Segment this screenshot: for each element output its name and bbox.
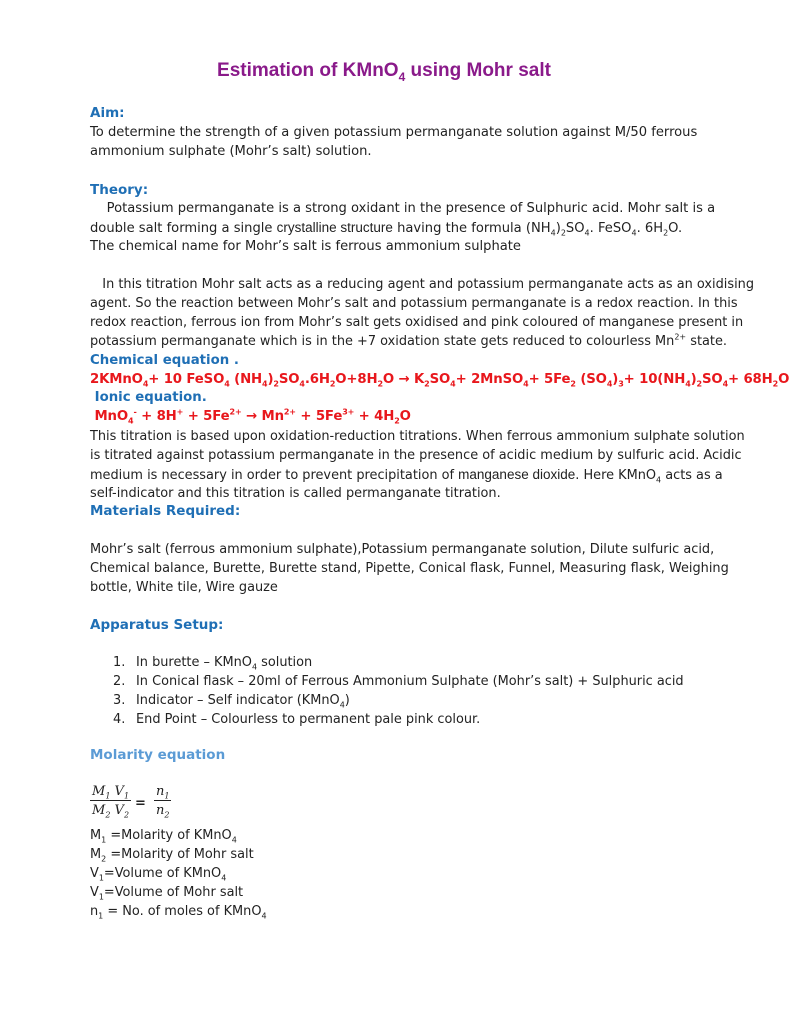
- theory-p2-line-3: redox reaction, ferrous ion from Mohr’s salt gets oxidised and pink coloured of manganese present in: [90, 315, 744, 330]
- ionic-sup: +: [176, 407, 184, 417]
- chemical-equation-heading: Chemical equation .: [90, 353, 239, 368]
- list-number: 3.: [113, 693, 126, 708]
- eq-sub: 2: [570, 379, 576, 389]
- subscript: 1: [98, 911, 104, 921]
- subscript: 4: [550, 228, 556, 238]
- ionic-sup: -: [133, 407, 137, 417]
- list-text: End Point – Colourless to permanent pale pink colour.: [136, 712, 481, 727]
- eq-sub: 4: [606, 379, 613, 389]
- definition-n1: [90, 902, 730, 921]
- eq-part: ): [612, 372, 619, 387]
- ionic-sup: 2+: [283, 407, 296, 417]
- ionic-sup: 3+: [342, 407, 355, 417]
- list-item: [90, 672, 730, 691]
- page-title: [0, 60, 768, 82]
- definition-v1: [90, 864, 730, 883]
- para3-line-2: is titrated against potassium permanganate in the presence of acidic medium by sulfuric acid. Acidic: [90, 448, 742, 463]
- list-number: 4.: [113, 712, 126, 727]
- ionic-equation-heading: Ionic equation.: [90, 390, 207, 405]
- eq-part: + 10 FeSO: [148, 372, 225, 387]
- symbol: V: [90, 866, 99, 881]
- eq-sub: 2: [696, 379, 702, 389]
- list-text: solution: [257, 655, 313, 670]
- definition-text: =Volume of KMnO: [103, 866, 222, 881]
- eq-sub: 3: [618, 379, 624, 389]
- subscript: 4: [251, 662, 258, 672]
- ionic-part: MnO: [90, 409, 129, 424]
- aim-heading: Aim:: [90, 105, 125, 121]
- subscript: 4: [656, 475, 662, 485]
- symbol: n: [90, 904, 99, 919]
- superscript: 2+: [674, 332, 687, 342]
- text: . Here KMnO: [575, 468, 657, 483]
- subscript: 4: [261, 911, 267, 921]
- title-rest: using Mohr salt: [405, 60, 551, 81]
- theory-p1-line-1: Potassium permanganate is a strong oxidant in the presence of Sulphuric acid. Mohr salt is a: [90, 201, 716, 216]
- symbol: V: [110, 803, 124, 818]
- subscript: 4: [339, 700, 345, 710]
- eq-part: SO: [701, 372, 723, 387]
- materials-line-1: Mohr’s salt (ferrous ammonium sulphate),Potassium permanganate solution, Dilute sulfuric acid,: [90, 542, 715, 557]
- eq-part: .6H: [304, 372, 330, 387]
- eq-part: SO: [429, 372, 451, 387]
- symbol: n: [156, 803, 165, 818]
- subscript: 4: [584, 228, 590, 238]
- eq-part: O: [778, 372, 789, 387]
- ionic-equation: [90, 407, 730, 426]
- eq-sub: 2: [424, 379, 430, 389]
- text: . 6H: [636, 221, 664, 236]
- molarity-formula: [90, 784, 210, 824]
- list-item: [90, 691, 730, 710]
- ionic-sub: 2: [394, 416, 400, 426]
- ionic-sup: 2+: [229, 407, 242, 417]
- fraction-m-v: [90, 784, 131, 818]
- subscript: 1: [105, 791, 111, 801]
- definition-v1-mohr: [90, 883, 730, 902]
- subscript: 2: [663, 228, 669, 238]
- apparatus-heading: Apparatus Setup:: [90, 617, 224, 633]
- text: double salt forming a single: [90, 221, 277, 236]
- eq-sub: 2: [377, 379, 383, 389]
- subscript: 1: [98, 892, 104, 902]
- eq-part: + 2MnSO: [455, 372, 524, 387]
- subscript: 4: [231, 835, 237, 845]
- equals-sign: =: [135, 796, 146, 811]
- list-text: Indicator – Self indicator (KMnO: [136, 693, 340, 708]
- ionic-part: + 5Fe: [183, 409, 230, 424]
- aim-line-2: ammonium sulphate (Mohr’s salt) solution.: [90, 144, 372, 159]
- subscript: 1: [123, 791, 130, 801]
- eq-sub: 2: [329, 379, 336, 389]
- fraction-numerator: [90, 784, 131, 801]
- symbol: M: [90, 847, 102, 862]
- subscript: 2: [123, 810, 130, 820]
- theory-p1-line-2: [90, 218, 730, 238]
- eq-part: O: [382, 372, 399, 387]
- list-item: [90, 653, 730, 672]
- theory-p1-line-3: The chemical name for Mohr’s salt is ferrous ammonium sulphate: [90, 239, 521, 254]
- fraction-denominator: [154, 801, 171, 818]
- text: acts as a: [661, 468, 723, 483]
- text: medium is necessary in order to prevent precipitation of: [90, 468, 459, 483]
- symbol: M: [92, 803, 106, 818]
- eq-sub: 2: [273, 379, 279, 389]
- list-text: In burette – KMnO: [136, 655, 252, 670]
- eq-sub: 4: [299, 379, 305, 389]
- list-text: ): [344, 693, 350, 708]
- materials-line-3: bottle, White tile, Wire gauze: [90, 580, 278, 595]
- eq-part: + 10(NH: [623, 372, 686, 387]
- eq-part: ): [690, 372, 697, 387]
- subscript: 1: [98, 873, 104, 883]
- subscript: 2: [164, 810, 170, 820]
- eq-part: + 5Fe: [528, 372, 571, 387]
- eq-part: O+8H: [335, 372, 378, 387]
- text: O.: [668, 221, 683, 236]
- eq-sub: 4: [224, 379, 230, 389]
- theory-p2-line-2: agent. So the reaction between Mohr’s salt and potassium permanganate is a redox reaction. In this: [90, 296, 738, 311]
- theory-heading: Theory:: [90, 182, 149, 198]
- subscript: 2: [101, 854, 107, 864]
- para3-line-3: [90, 465, 730, 485]
- para3-line-4: self-indicator and this titration is called permanganate titration.: [90, 486, 501, 501]
- eq-sub: 4: [142, 379, 149, 389]
- eq-part: (SO: [575, 372, 607, 387]
- fraction-n: [154, 784, 171, 818]
- symbol: V: [110, 784, 124, 799]
- fraction-denominator: [90, 801, 131, 818]
- eq-part: + 68H: [727, 372, 773, 387]
- text: SO: [565, 221, 585, 236]
- title-main: Estimation of KMnO: [217, 60, 399, 81]
- subscript: 4: [631, 228, 637, 238]
- apparatus-list: [90, 653, 730, 729]
- eq-sub: 4: [262, 379, 268, 389]
- eq-sub: 4: [523, 379, 529, 389]
- symbol: V: [90, 885, 99, 900]
- theory-p2-line-1: In this titration Mohr salt acts as a reducing agent and potassium permanganate acts as an oxidising: [90, 277, 755, 292]
- theory-p2-line-4: [90, 332, 730, 351]
- subscript: 2: [560, 228, 566, 238]
- subscript: 2: [105, 810, 111, 820]
- para3-line-1: This titration is based upon oxidation-reduction titrations. When ferrous ammonium sulphate solution: [90, 429, 745, 444]
- text: state.: [686, 334, 727, 349]
- eq-sub: 4: [685, 379, 691, 389]
- subscript: 4: [221, 873, 227, 883]
- definition-text: =Volume of Mohr salt: [103, 885, 244, 900]
- subscript: 1: [164, 791, 170, 801]
- text: ): [555, 221, 561, 236]
- materials-line-2: Chemical balance, Burette, Burette stand, Pipette, Conical flask, Funnel, Measuring flask, Weighing: [90, 561, 729, 576]
- subscript: 1: [101, 835, 107, 845]
- ionic-part: + 5Fe: [295, 409, 343, 424]
- chemical-equation: [90, 370, 789, 389]
- ionic-part: O: [399, 409, 411, 424]
- definition-m2: [90, 845, 730, 864]
- materials-heading: Materials Required:: [90, 503, 241, 519]
- fraction-numerator: [154, 784, 171, 801]
- ionic-part: + 8H: [136, 409, 177, 424]
- title-sub: 4: [398, 69, 406, 84]
- eq-part: ): [267, 372, 274, 387]
- aim-line-1: To determine the strength of a given potassium permanganate solution against M/50 ferrous: [90, 125, 698, 140]
- symbol: M: [92, 784, 106, 799]
- symbol: M: [90, 828, 102, 843]
- crystalline-structure-text: crystalline structure: [276, 220, 393, 235]
- symbol: n: [156, 784, 165, 799]
- eq-part: → K: [398, 372, 425, 387]
- text: . FeSO: [589, 221, 632, 236]
- eq-part: (NH: [229, 372, 263, 387]
- eq-sub: 4: [450, 379, 456, 389]
- molarity-heading: Molarity equation: [90, 747, 226, 763]
- list-item: [90, 710, 730, 729]
- ionic-part: + 4H: [354, 409, 395, 424]
- definition-text: =Molarity of KMnO: [106, 828, 232, 843]
- definition-text: =Molarity of Mohr salt: [106, 847, 254, 862]
- eq-part: 2KMnO: [90, 372, 143, 387]
- list-number: 1.: [113, 655, 126, 670]
- text: having the formula (NH: [392, 221, 551, 236]
- definition-text: = No. of moles of KMnO: [103, 904, 262, 919]
- ionic-part: → Mn: [241, 409, 284, 424]
- eq-part: SO: [278, 372, 300, 387]
- eq-sub: 4: [722, 379, 728, 389]
- definition-m1: [90, 826, 730, 845]
- eq-sub: 2: [772, 379, 779, 389]
- manganese-dioxide-text: manganese dioxide: [458, 467, 576, 482]
- text: potassium permanganate which is in the +7 oxidation state gets reduced to colourless Mn: [90, 334, 675, 349]
- list-number: 2.: [113, 674, 126, 689]
- list-text: In Conical flask – 20ml of Ferrous Ammonium Sulphate (Mohr’s salt) + Sulphuric acid: [136, 674, 684, 689]
- ionic-sub: 4: [128, 416, 134, 426]
